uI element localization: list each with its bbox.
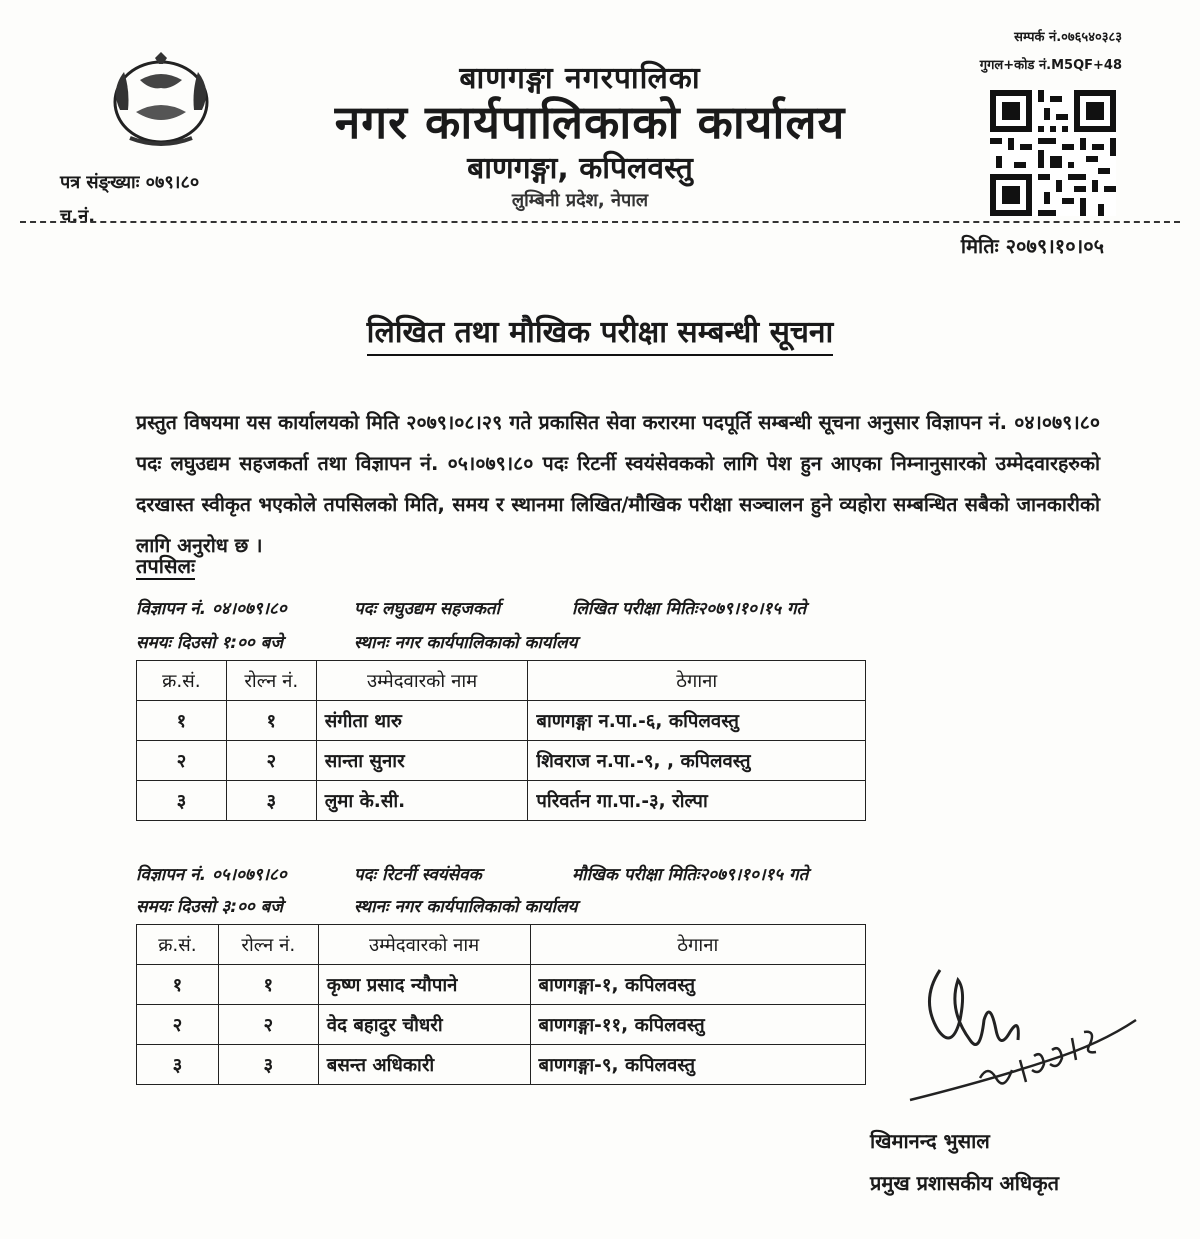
- municipality-name: बाणगङ्गा नगरपालिका: [459, 61, 701, 96]
- signatory-designation: प्रमुख प्रशासकीय अधिकृत: [870, 1171, 1059, 1195]
- section2-sthan: स्थानः नगर कार्यपालिकाको कार्यालय: [354, 897, 578, 917]
- table-row: [137, 741, 866, 781]
- notice-title: लिखित तथा मौखिक परीक्षा सम्बन्धी सूचना: [367, 315, 834, 356]
- patra-sankhya: पत्र संङ्ख्याः ०७९।८०: [60, 172, 200, 193]
- table-row: [137, 1045, 866, 1085]
- cell-serial: ३: [137, 781, 227, 821]
- header-divider: [20, 221, 1180, 223]
- section1-exam-date: लिखित परीक्षा मितिः२०७९।१०।१५ गते: [572, 599, 807, 619]
- table-row: [137, 1005, 866, 1045]
- government-emblem-icon: [100, 50, 222, 150]
- table-row: [137, 965, 866, 1005]
- col-header-address: ठेगाना: [528, 661, 866, 701]
- candidate-table-1: [136, 660, 866, 821]
- section1-vigyapan: विज्ञापन नं. ०४।०७९।८०: [136, 599, 287, 619]
- cell-name: सान्ता सुनार: [316, 741, 528, 781]
- cell-address: बाणगङ्गा-९, कपिलवस्तु: [530, 1045, 865, 1085]
- col-header-roll: रोल्न नं.: [218, 925, 318, 965]
- chalani-number: च.नं.: [60, 206, 96, 227]
- section1-sthan: स्थानः नगर कार्यपालिकाको कार्यालय: [354, 633, 578, 653]
- section2-vigyapan: विज्ञापन नं. ०५।०७९।८०: [136, 865, 287, 885]
- qr-code-icon: [990, 90, 1116, 216]
- office-province: लुम्बिनी प्रदेश, नेपाल: [511, 190, 649, 211]
- signatory-block: [870, 1120, 1059, 1204]
- tapsil-heading: तपसिलः: [136, 554, 196, 578]
- candidate-table-2: [136, 924, 866, 1085]
- letter-date: मितिः २०७९।१०।०५: [960, 234, 1104, 258]
- cell-name: लुमा के.सी.: [316, 781, 528, 821]
- cell-serial: २: [137, 1005, 219, 1045]
- col-header-roll: रोल्न नं.: [226, 661, 316, 701]
- plus-code: गुगल+कोड नं.M5QF+48: [979, 58, 1122, 73]
- letter-reference: [60, 166, 199, 234]
- cell-name: कृष्ण प्रसाद न्यौपाने: [318, 965, 530, 1005]
- cell-serial: १: [137, 701, 227, 741]
- cell-name: बसन्त अधिकारी: [318, 1045, 530, 1085]
- section1-pad: पदः लघुउद्यम सहजकर्ता: [354, 599, 501, 619]
- cell-name: संगीता थारु: [316, 701, 528, 741]
- col-header-address: ठेगाना: [530, 925, 865, 965]
- cell-serial: ३: [137, 1045, 219, 1085]
- cell-address: बाणगङ्गा न.पा.-६, कपिलवस्तु: [528, 701, 866, 741]
- section2-pad: पदः रिटर्नी स्वयंसेवक: [354, 865, 482, 885]
- col-header-serial: क्र.सं.: [137, 925, 219, 965]
- cell-roll: २: [226, 741, 316, 781]
- cell-address: परिवर्तन गा.पा.-३, रोल्पा: [528, 781, 866, 821]
- section2-exam-date: मौखिक परीक्षा मितिः२०७९।१०।१५ गते: [572, 865, 809, 885]
- notice-body: प्रस्तुत विषयमा यस कार्यालयको मिति २०७९।०८।२९ गते प्रकासित सेवा करारमा पदपूर्ति सम्बन्धी सूचना अनुसार विज्ञापन नं. ०४।०७९।८० पदः लघुउद्यम सहजकर्ता तथा विज्ञापन नं. ०५।०७९।८० पदः रिटर्नी स्वयंसेवकको लागि पेश हुन आएका निम्नानुसारको उम्मेदवारहरुको दरखास्त स्वीकृत भएकोले तपसिलको मिति, समय र स्थानमा लिखित/मौखिक परीक्षा सञ्चालन हुने व्यहोरा सम्बन्धित सबैको जानकारीको लागि अनुरोध छ ।: [136, 411, 1100, 557]
- col-header-name: उम्मेदवारको नाम: [316, 661, 528, 701]
- contact-phone: सम्पर्क नं.०७६५४०३८३: [1014, 30, 1122, 45]
- cell-name: वेद बहादुर चौधरी: [318, 1005, 530, 1045]
- cell-roll: २: [218, 1005, 318, 1045]
- office-place: बाणगङ्गा, कपिलवस्तु: [467, 151, 693, 186]
- section2-samay: समयः दिउसो ३:०० बजे: [136, 897, 283, 917]
- contact-block: [980, 24, 1122, 80]
- section1-samay: समयः दिउसो १:०० बजे: [136, 633, 283, 653]
- col-header-name: उम्मेदवारको नाम: [318, 925, 530, 965]
- table-row: [137, 781, 866, 821]
- cell-roll: ३: [226, 781, 316, 821]
- cell-roll: १: [226, 701, 316, 741]
- office-name: नगर कार्यपालिकाको कार्यालय: [334, 95, 846, 149]
- cell-serial: १: [137, 965, 219, 1005]
- cell-roll: ३: [218, 1045, 318, 1085]
- cell-roll: १: [218, 965, 318, 1005]
- cell-address: बाणगङ्गा-१, कपिलवस्तु: [530, 965, 865, 1005]
- handwritten-signature: [900, 960, 1140, 1110]
- cell-serial: २: [137, 741, 227, 781]
- table-row: [137, 701, 866, 741]
- cell-address: शिवराज न.पा.-९, , कपिलवस्तु: [528, 741, 866, 781]
- table-header-row: [137, 661, 866, 701]
- notice-title-wrap: [0, 310, 1200, 351]
- table-header-row: [137, 925, 866, 965]
- cell-address: बाणगङ्गा-११, कपिलवस्तु: [530, 1005, 865, 1045]
- col-header-serial: क्र.सं.: [137, 661, 227, 701]
- signatory-name: खिमानन्द भुसाल: [870, 1129, 990, 1153]
